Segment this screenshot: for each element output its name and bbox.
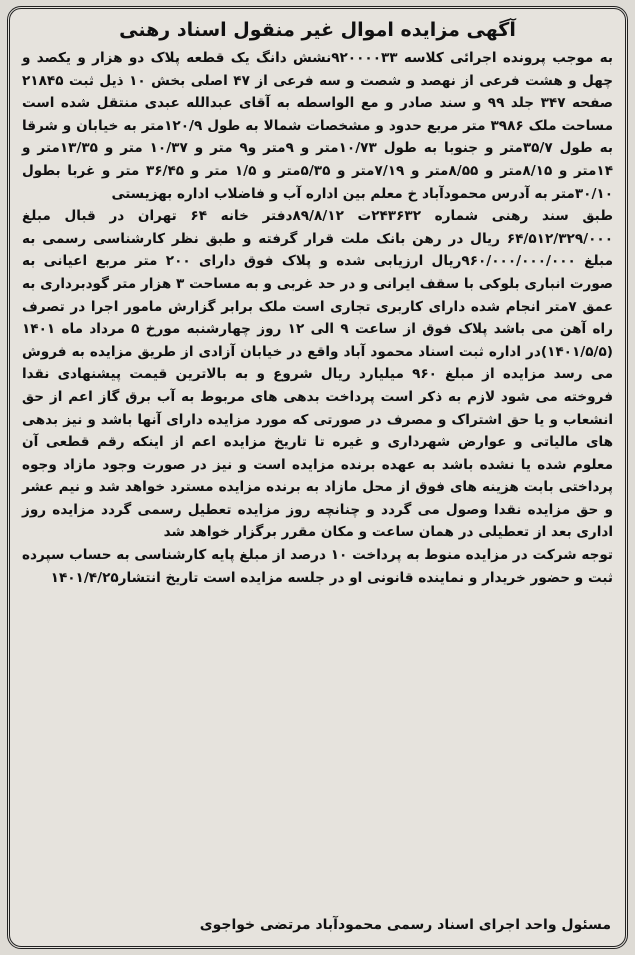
paragraph-participation-note: توجه شرکت در مزایده منوط به پرداخت ۱۰ درصد از مبلغ پایه کارشناسی به حساب سپرده ثبت و حضور خریدار و نماینده قانونی او در جلسه مزایده است تاریخ انتشار۱۴۰۱/۴/۲۵ [22,547,613,586]
signature-line: مسئول واحد اجرای اسناد رسمی محمودآباد مرتضی خواجوی [199,917,611,933]
notice-title: آگهی مزایده اموال غیر منقول اسناد رهنی [119,19,516,41]
notice-frame [7,6,628,949]
paragraph-auction-terms: طبق سند رهنی شماره ۲۴۳۶۳۲ت ۸۹/۸/۱۲دفتر خانه ۶۴ تهران در قبال مبلغ ۶۴/۵۱۲/۳۲۹/۰۰۰ ریال در رهن بانک ملت قرار گرفته و طبق نظر کارشناسی رسمی به مبلغ ۹۶۰/۰۰۰/۰۰۰/۰۰۰ریال ارزیابی شده و پلاک فوق دارای ۲۰۰ متر مربع اعیانی به صورت انباری بلوکی با سقف ایرانی و در حد غربی و به مساحت ۳ هزار متر گودبرداری به عمق ۷متر انجام شده دارای کاربری تجاری است ملک برابر گزارش مامور اجرا در تصرف راه آهن می باشد پلاک فوق از ساعت ۹ الی ۱۲ روز چهارشنبه مورخ ۵ مرداد ماه ۱۴۰۱ (۱۴۰۱/۵/۵)در اداره ثبت اسناد محمود آباد واقع در خیابان آزادی از طریق مزایده به فروش می رسد مزایده از مبلغ ۹۶۰ میلیارد ریال شروع و به بالاترین قیمت پیشنهادی نقدا فروخته می شود لازم به ذکر است پرداخت بدهی های مربوط به آب برق گاز اعم از حق انشعاب و یا حق اشتراک و مصرف در صورتی که مورد مزایده دارای آنها باشد و نیز بدهی های مالیاتی و عوارض شهرداری و غیره تا تاریخ مزایده اعم از اینکه رقم قطعی آن معلوم شده یا نشده باشد به عهده برنده مزایده است و نیز در صورت وجود مازاد وجوه پرداختی بابت هزینه های فوق از محل مازاد به برنده مزایده مسترد خواهد شد و نیم عشر و حق مزایده نقدا وصول می گردد و چنانچه روز مزایده تعطیل رسمی گردد مزایده روز اداری بعد از تعطیلی در همان ساعت و مکان مقرر برگزار خواهد شد [22,208,614,541]
notice-body [22,47,613,589]
paragraph-property-description: به موجب پرونده اجرائی کلاسه ۹۲۰۰۰۰۳۳نشش دانگ یک قطعه پلاک دو هزار و یکصد و چهل و هشت فرعی از نهصد و شصت و سه فرعی از ۴۷ اصلی بخش ۱۰ ذیل ثبت ۲۱۸۴۵ صفحه ۳۴۷ جلد ۹۹ و سند صادر و مع الواسطه به آقای عبدالله عبدی منتقل شده است مساحت ملک ۳۹۸۶ متر مربع حدود و مشخصات شمالا به طول ۱۲۰/۹متر به خیابان و شرقا به طول ۳۵/۷متر و جنوبا به طول ۱۰/۷۳متر و ۹متر و۹ متر و ۱۰/۳۷ متر و ۱۳/۳۵متر و ۱۴متر و ۸/۱۵متر و ۸/۵۵متر و ۷/۱۹متر و ۵/۳۵متر و ۱/۵ متر و ۳۶/۴۵ متر و غربا بطول ۳۰/۱۰متر به آدرس محمودآباد خ معلم بین اداره آب و فاضلاب اداره بهزیستی [22,50,614,202]
